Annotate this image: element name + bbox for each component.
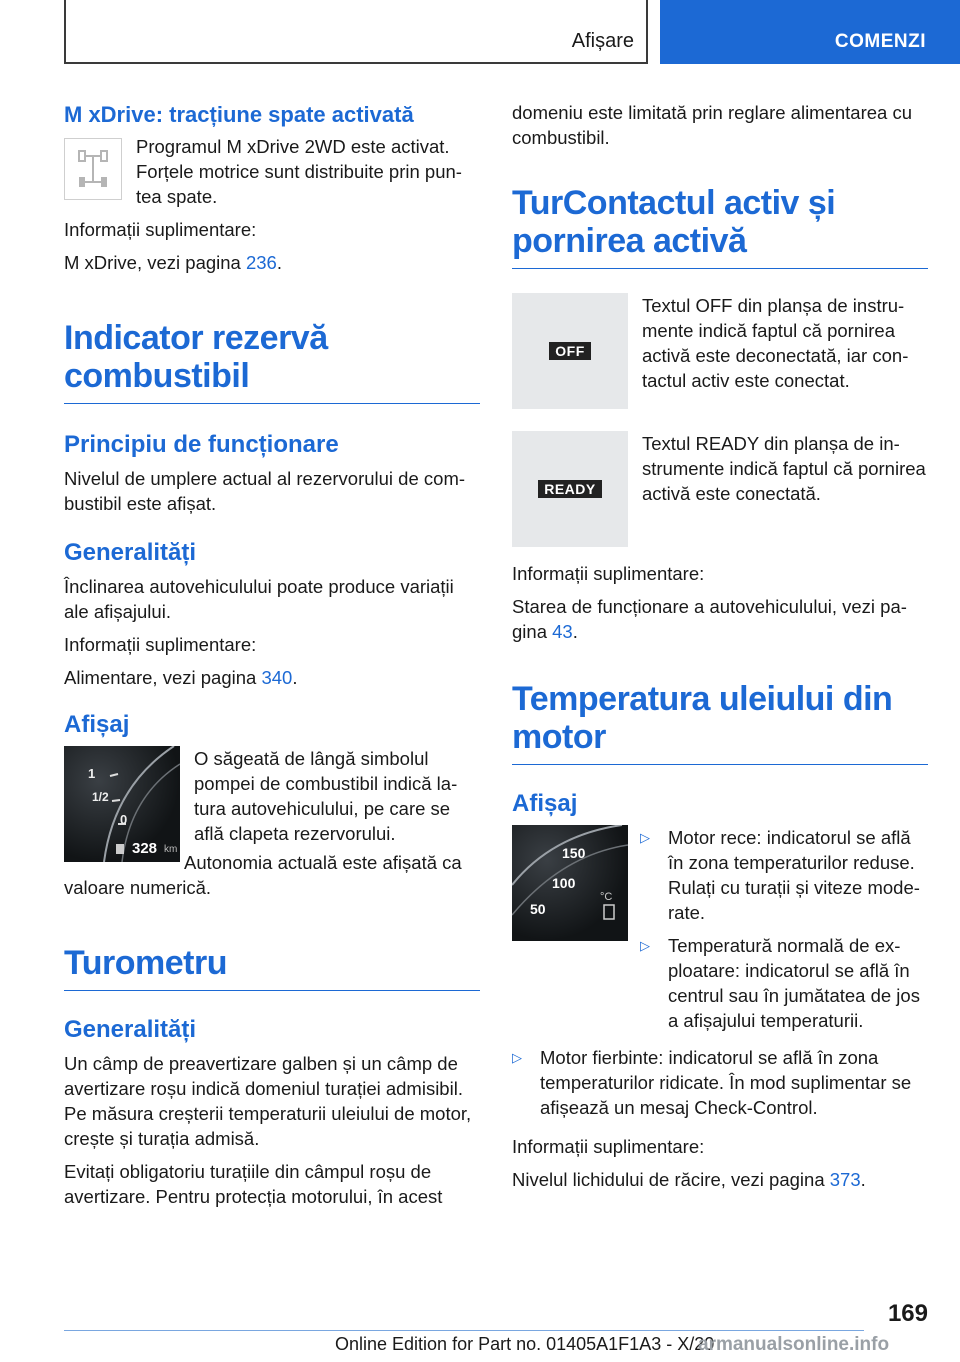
rev-text2: Evitați obligatoriu turațiile din câmpul roșu de avertizare. Pentru protecția motorului, în acest: [64, 1161, 443, 1207]
state-ref-text: Starea de funcționare a autovehiculului, vezi pagina: [512, 596, 907, 642]
oil-gauge-50: 50: [530, 901, 546, 917]
off-text: Textul OFF din planșa de instrumente indică faptul că pornirea activă este deconectată, iar contactul activ este conectat.: [642, 295, 909, 391]
rev-title: Turometru: [64, 944, 480, 991]
bullet-normal: [640, 933, 928, 1033]
right-column: [512, 100, 928, 1200]
triangle-right-icon: ▷: [640, 830, 650, 845]
bullet-hot-text: Motor fierbinte: indicatorul se află în zona temperaturilor ridicate. În mod suplimentar se afișează un mesaj Check-Control.: [540, 1047, 912, 1118]
state-info-label: Informații suplimentare:: [512, 563, 705, 584]
tab-label: COMENZI: [834, 31, 926, 52]
ready-indicator-image: [512, 431, 628, 547]
general-ref: Alimentare, vezi pagina 340.: [64, 667, 298, 688]
display-block: [64, 746, 480, 862]
oil-display-title: Afișaj: [512, 790, 578, 817]
off-badge: OFF: [549, 342, 591, 360]
left-column: [64, 100, 480, 1217]
ready-badge: READY: [538, 480, 602, 498]
cont-text: domeniu este limitată prin reglare alimentarea cu combustibil.: [512, 102, 913, 148]
bullet-cold-text: Motor rece: indicatorul se află în zona temperaturilor reduse. Rulați cu turații și viteze moderate.: [668, 827, 920, 923]
bullet-normal-text: Temperatură normală de exploatare: indicatorul se află în centrul sau în jumătatea de jos a afișajului temperaturii.: [668, 935, 920, 1031]
oil-display-block: [512, 825, 928, 1041]
triangle-right-icon: ▷: [512, 1050, 522, 1065]
general-text: Înclinarea autovehiculului poate produce variații ale afișajului.: [64, 576, 454, 622]
oil-gauge-100: 100: [552, 875, 576, 891]
footer-divider: [64, 1330, 864, 1331]
gauge-range-unit: km: [164, 844, 178, 855]
coolant-ref: Nivelul lichidului de răcire, vezi pagina 373.: [512, 1169, 866, 1190]
rear-wheel-drive-icon: [64, 138, 122, 200]
general-info-label: Informații suplimentare:: [64, 634, 257, 655]
general-page-link[interactable]: 340: [261, 667, 293, 688]
state-page-link[interactable]: 43: [552, 621, 573, 642]
off-block: [512, 293, 928, 409]
rev-general-title: Generalități: [64, 1016, 197, 1043]
mxdrive-text: Programul M xDrive 2WD este activat. Forțele motrice sunt distribuite prin puntea spate.: [136, 136, 462, 207]
footer-edition: Online Edition for Part no. 01405A1F1A3 - X/20: [335, 1334, 715, 1354]
display-text2: Autonomia actuală este afișată ca valoare numerică.: [64, 852, 462, 898]
bullet-hot: [512, 1045, 928, 1120]
mxdrive-info-label: Informații suplimentare:: [64, 219, 257, 240]
ready-block: [512, 431, 928, 547]
mxdrive-ref: M xDrive, vezi pagina 236.: [64, 252, 282, 273]
principle-title: Principiu de funcționare: [64, 431, 339, 458]
header-box: [64, 0, 648, 64]
oil-gauge-150: 150: [562, 845, 586, 861]
gauge-range-value: 328: [132, 840, 158, 857]
fuel-gauge-image: [64, 746, 180, 862]
state-ref: Starea de funcționare a autovehiculului, vezi pagina 43.: [512, 596, 907, 642]
autostart-title: TurContactul activ și pornirea activă: [512, 184, 928, 269]
triangle-right-icon: ▷: [640, 938, 650, 953]
tab-comenzi[interactable]: [660, 0, 960, 64]
gauge-label-1: 1: [88, 766, 96, 781]
rev-text1: Un câmp de preavertizare galben și un câmp de avertizare roșu indică domeniul turației admisibil. Pe măsura creșterii temperaturii uleiului de motor, crește și turația admisă.: [64, 1053, 472, 1149]
general-title: Generalități: [64, 539, 197, 566]
display-text: O săgeată de lângă simbolul pompei de combustibil indică latura autovehiculului, pe care se află clapeta rezervorului.: [194, 748, 458, 844]
fuel-title: Indicator rezervă combustibil: [64, 319, 480, 404]
oil-gauge-unit: °C: [600, 891, 613, 903]
mxdrive-title: M xDrive: tracțiune spate activată: [64, 102, 414, 127]
mxdrive-ref-text: M xDrive, vezi pagina: [64, 252, 246, 273]
gauge-label-0: 0: [120, 812, 128, 827]
ready-text: Textul READY din planșa de instrumente indică faptul că pornirea activă este conectată.: [642, 433, 926, 504]
principle-text: Nivelul de umplere actual al rezervorului de combustibil este afișat.: [64, 468, 466, 514]
off-indicator-image: [512, 293, 628, 409]
mxdrive-block: [64, 134, 480, 209]
coolant-info-label: Informații suplimentare:: [512, 1136, 705, 1157]
coolant-ref-text: Nivelul lichidului de răcire, vezi pagina: [512, 1169, 830, 1190]
display-title: Afișaj: [64, 711, 130, 738]
bullet-cold: [640, 825, 928, 925]
gauge-label-half: 1/2: [92, 790, 109, 804]
general-ref-text: Alimentare, vezi pagina: [64, 667, 262, 688]
page-number: 169: [887, 1300, 928, 1327]
oil-title: Temperatura uleiului din motor: [512, 680, 928, 765]
section-label: Afișare: [571, 30, 634, 52]
mxdrive-page-link[interactable]: 236: [245, 252, 277, 273]
coolant-page-link[interactable]: 373: [829, 1169, 861, 1190]
oil-temp-gauge-image: [512, 825, 628, 941]
watermark-logo: armanualsonline.info: [698, 1334, 890, 1355]
oil-bullets-top: [640, 825, 928, 1041]
